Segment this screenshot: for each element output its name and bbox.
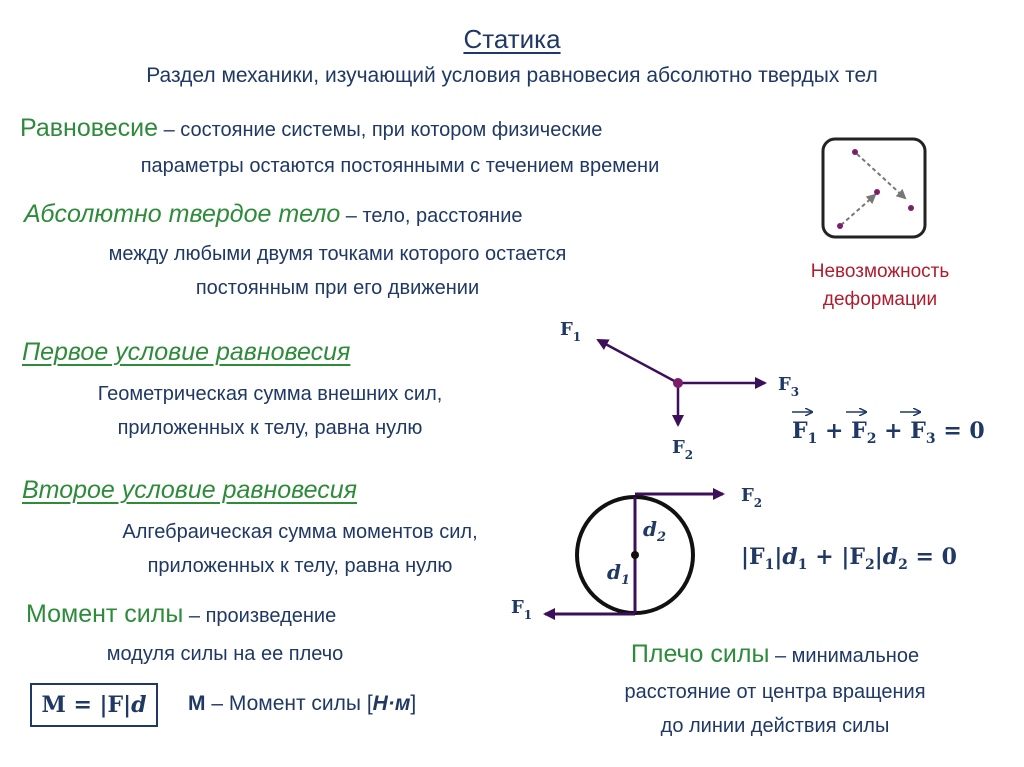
deformation-caption: Невозможность деформации	[810, 261, 950, 310]
second-condition-heading: Второе условие равновесия	[22, 476, 357, 504]
vector-sum-equation	[780, 400, 1005, 450]
force-f1-label: $F_1$	[511, 597, 533, 622]
rigid-body-definition: Абсолютно твердое тело – тело, расстояние	[24, 200, 523, 228]
dashed-arrow-up	[841, 195, 875, 225]
point-dot	[837, 223, 843, 229]
svg-text:F1 + F2 + F3 = 0: $F_1 + F_2 + F_3 = 0$	[792, 418, 985, 447]
lever-arm-def-line3: до линии действия силы	[660, 715, 890, 737]
d1-label: $d_1$	[607, 560, 631, 588]
lever-arm-term: Плечо силы	[630, 640, 770, 668]
moment-formula-box: M = |F|d	[30, 683, 158, 727]
second-condition-line1: Алгебраическая сумма моментов сил,	[122, 521, 478, 543]
force-f1-label: $F_1$	[560, 319, 582, 344]
svg-text:|F1|d1 + |F2|d2 = 0: $|F_1|d_1 + |F_2|d_2 = 0$	[741, 544, 957, 573]
point-dot	[908, 205, 914, 211]
rigid-body-term: Абсолютно твердое тело	[24, 200, 341, 228]
page-subtitle: Раздел механики, изучающий условия равновесия абсолютно твердых тел	[146, 64, 878, 87]
moment-term: Момент силы	[26, 600, 184, 628]
moment-sum-equation	[735, 536, 1000, 576]
force-f2-label: $F_2$	[672, 437, 694, 462]
lever-arm-def-line2: расстояние от центра вращения	[624, 681, 926, 703]
application-point	[673, 378, 683, 388]
force-f1-arrow	[598, 340, 678, 383]
first-condition-line2: приложенных к телу, равна нулю	[117, 417, 423, 439]
rigid-body-def-line2: между любыми двумя точками которого остается	[108, 243, 567, 265]
equilibrium-definition: Равновесие – состояние системы, при котором физические	[20, 114, 603, 142]
rotation-center	[631, 551, 639, 559]
d2-label: $d_2$	[643, 517, 667, 545]
point-dot	[852, 149, 858, 155]
first-condition-heading: Первое условие равновесия	[22, 338, 351, 366]
rigid-body-diagram	[815, 135, 933, 243]
lever-arm-definition: Плечо силы – минимальное	[630, 640, 920, 668]
rigid-body-def-line3: постоянным при его движении	[195, 277, 480, 299]
first-condition-line1: Геометрическая сумма внешних сил,	[97, 383, 443, 405]
point-dot	[874, 189, 880, 195]
moment-definition: Момент силы – произведение	[26, 600, 337, 628]
second-condition-line2: приложенных к телу, равна нулю	[147, 555, 453, 577]
equilibrium-def-line2: параметры остаются постоянными с течением времени	[140, 155, 660, 177]
moment-legend: М – Момент силы [Н·м]	[188, 692, 417, 715]
dashed-arrow-down	[857, 154, 905, 198]
force-f3-label: $F_3$	[778, 374, 800, 399]
force-f2-label: $F_2$	[741, 485, 763, 510]
page-title: Статика	[463, 24, 561, 54]
equilibrium-term: Равновесие	[20, 114, 159, 142]
moment-def-line2: модуля силы на ее плечо	[106, 643, 344, 665]
body-frame	[823, 139, 925, 237]
